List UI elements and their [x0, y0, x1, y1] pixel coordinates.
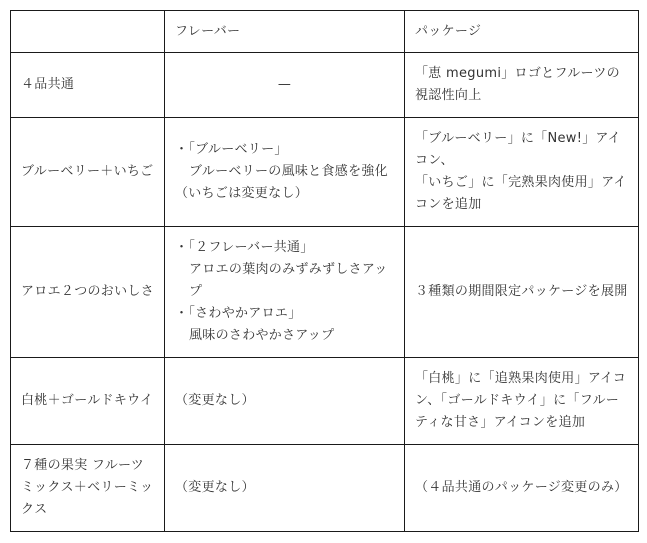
flavor-line: アロエの葉肉のみずみずしさアップ — [189, 262, 388, 299]
product-cell: ブルーベリー＋いちご — [11, 118, 165, 227]
flavor-line: ・ 「ブルーベリー」 — [175, 139, 394, 161]
package-line: （４品共通のパッケージ変更のみ） — [415, 480, 628, 495]
table-header-row — [11, 11, 639, 53]
flavor-cell — [165, 445, 405, 532]
package-cell — [405, 227, 639, 358]
flavor-cell — [165, 118, 405, 227]
package-line: 「いちご」に「完熟果肉使用」アイコンを追加 — [415, 175, 627, 212]
package-line: 「ブルーベリー」に「New!」アイコン、 — [415, 131, 621, 168]
flavor-cell — [165, 53, 405, 118]
flavor-line: （いちごは変更なし） — [175, 186, 309, 201]
renewal-table — [10, 10, 639, 532]
table-row — [11, 118, 639, 227]
package-cell — [405, 445, 639, 532]
table-row — [11, 358, 639, 445]
flavor-line: ブルーベリーの風味と食感を強化 — [189, 164, 388, 179]
table-row — [11, 227, 639, 358]
product-cell: ４品共通 — [11, 53, 165, 118]
flavor-line: ・ 「２フレーバー共通」 — [175, 237, 394, 259]
product-cell: アロエ２つのおいしさ — [11, 227, 165, 358]
flavor-cell — [165, 358, 405, 445]
flavor-line: ・ 「さわやかアロエ」 — [175, 303, 394, 325]
package-cell — [405, 358, 639, 445]
package-cell — [405, 53, 639, 118]
flavor-cell — [165, 227, 405, 358]
package-cell — [405, 118, 639, 227]
flavor-line: — — [277, 77, 292, 92]
flavor-line: （変更なし） — [175, 393, 255, 408]
header-flavor-cell: フレーバー — [165, 11, 405, 53]
flavor-line: （変更なし） — [175, 480, 255, 495]
header-package-cell: パッケージ — [405, 11, 639, 53]
product-cell: ７種の果実 フルーツミックス＋ベリーミックス — [11, 445, 165, 532]
product-cell: 白桃＋ゴールドキウイ — [11, 358, 165, 445]
package-line: 「白桃」に「追熟果肉使用」アイコン、「ゴールドキウイ」に「フルーティな甘さ」アイコンを追加 — [415, 371, 627, 430]
package-line: 「恵 megumi」ロゴとフルーツの視認性向上 — [415, 66, 620, 103]
table-row — [11, 445, 639, 532]
table-row — [11, 53, 639, 118]
flavor-line: 風味のさわやかさアップ — [189, 328, 335, 343]
header-product-cell — [11, 11, 165, 53]
package-line: ３種類の期間限定パッケージを展開 — [415, 284, 628, 299]
